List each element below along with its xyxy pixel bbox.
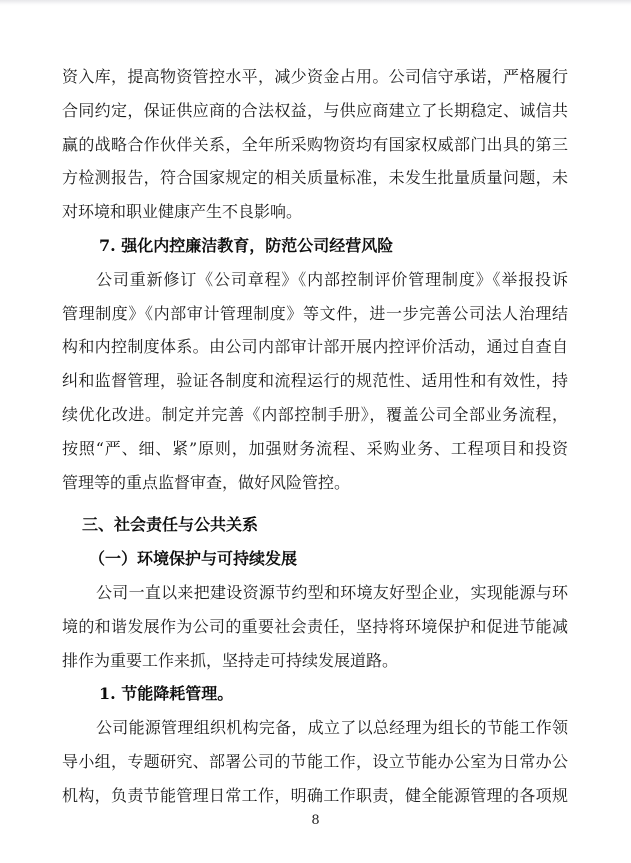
paragraph-first-line: 公司一直以来把建设资源节约型和环境友好型企业，实现能源与环 (96, 582, 568, 602)
body-text-line: 构和内控制度体系。由公司内部审计部开展内控评价活动，通过自查自 (62, 337, 568, 357)
body-text-line: 续优化改进。制定并完善《内部控制手册》，覆盖公司全部业务流程， (62, 404, 568, 424)
paragraph-last-line: 排作为重要工作来抓，坚持走可持续发展道路。 (62, 650, 399, 670)
page-number: 8 (311, 813, 320, 828)
page-top-edge-shade (0, 0, 631, 6)
body-text-line: 按照“严、细、紧”原则，加强财务流程、采购业务、工程项目和投资 (62, 438, 568, 458)
body-text-line: 纠和监督管理，验证各制度和流程运行的规范性、适用性和有效性，持 (62, 371, 568, 391)
document-text-block (62, 60, 568, 813)
body-text-line: 合同约定，保证供应商的合法权益，与供应商建立了长期稳定、诚信共 (62, 100, 568, 120)
paragraph-last-line: 对环境和职业健康产生不良影响。 (62, 202, 303, 222)
paragraph-last-line: 管理等的重点监督审查，做好风险管控。 (62, 472, 351, 492)
numbered-heading: 7. 强化内控廉洁教育，防范公司经营风险 (99, 235, 394, 255)
body-text-line: 方检测报告，符合国家规定的相关质量标准，未发生批量质量问题，未 (62, 168, 568, 188)
section-heading: 三、社会责任与公共关系 (82, 515, 259, 535)
body-text-line: 管理制度》《内部审计管理制度》等文件，进一步完善公司法人治理结 (62, 303, 568, 323)
paragraph-first-line: 公司能源管理组织机构完备，成立了以总经理为组长的节能工作领 (96, 718, 568, 738)
numbered-heading: 1. 节能降耗管理。 (99, 684, 234, 704)
subsection-heading: （一）环境保护与可持续发展 (89, 549, 298, 569)
body-text-line: 赢的战略合作伙伴关系，全年所采购物资均有国家权威部门出具的第三 (62, 134, 568, 154)
body-text-line: 机构，负责节能管理日常工作，明确工作职责，健全能源管理的各项规 (62, 785, 568, 805)
body-text-line: 资入库，提高物资管控水平，减少资金占用。公司信守承诺，严格履行 (62, 67, 568, 86)
body-text-line: 导小组，专题研究、部署公司的节能工作，设立节能办公室为日常办公 (62, 751, 568, 771)
body-text-line: 境的和谐发展作为公司的重要社会责任，坚持将环境保护和促进节能减 (62, 616, 568, 636)
paragraph-first-line: 公司重新修订《公司章程》《内部控制评价管理制度》《举报投诉 (96, 269, 568, 289)
